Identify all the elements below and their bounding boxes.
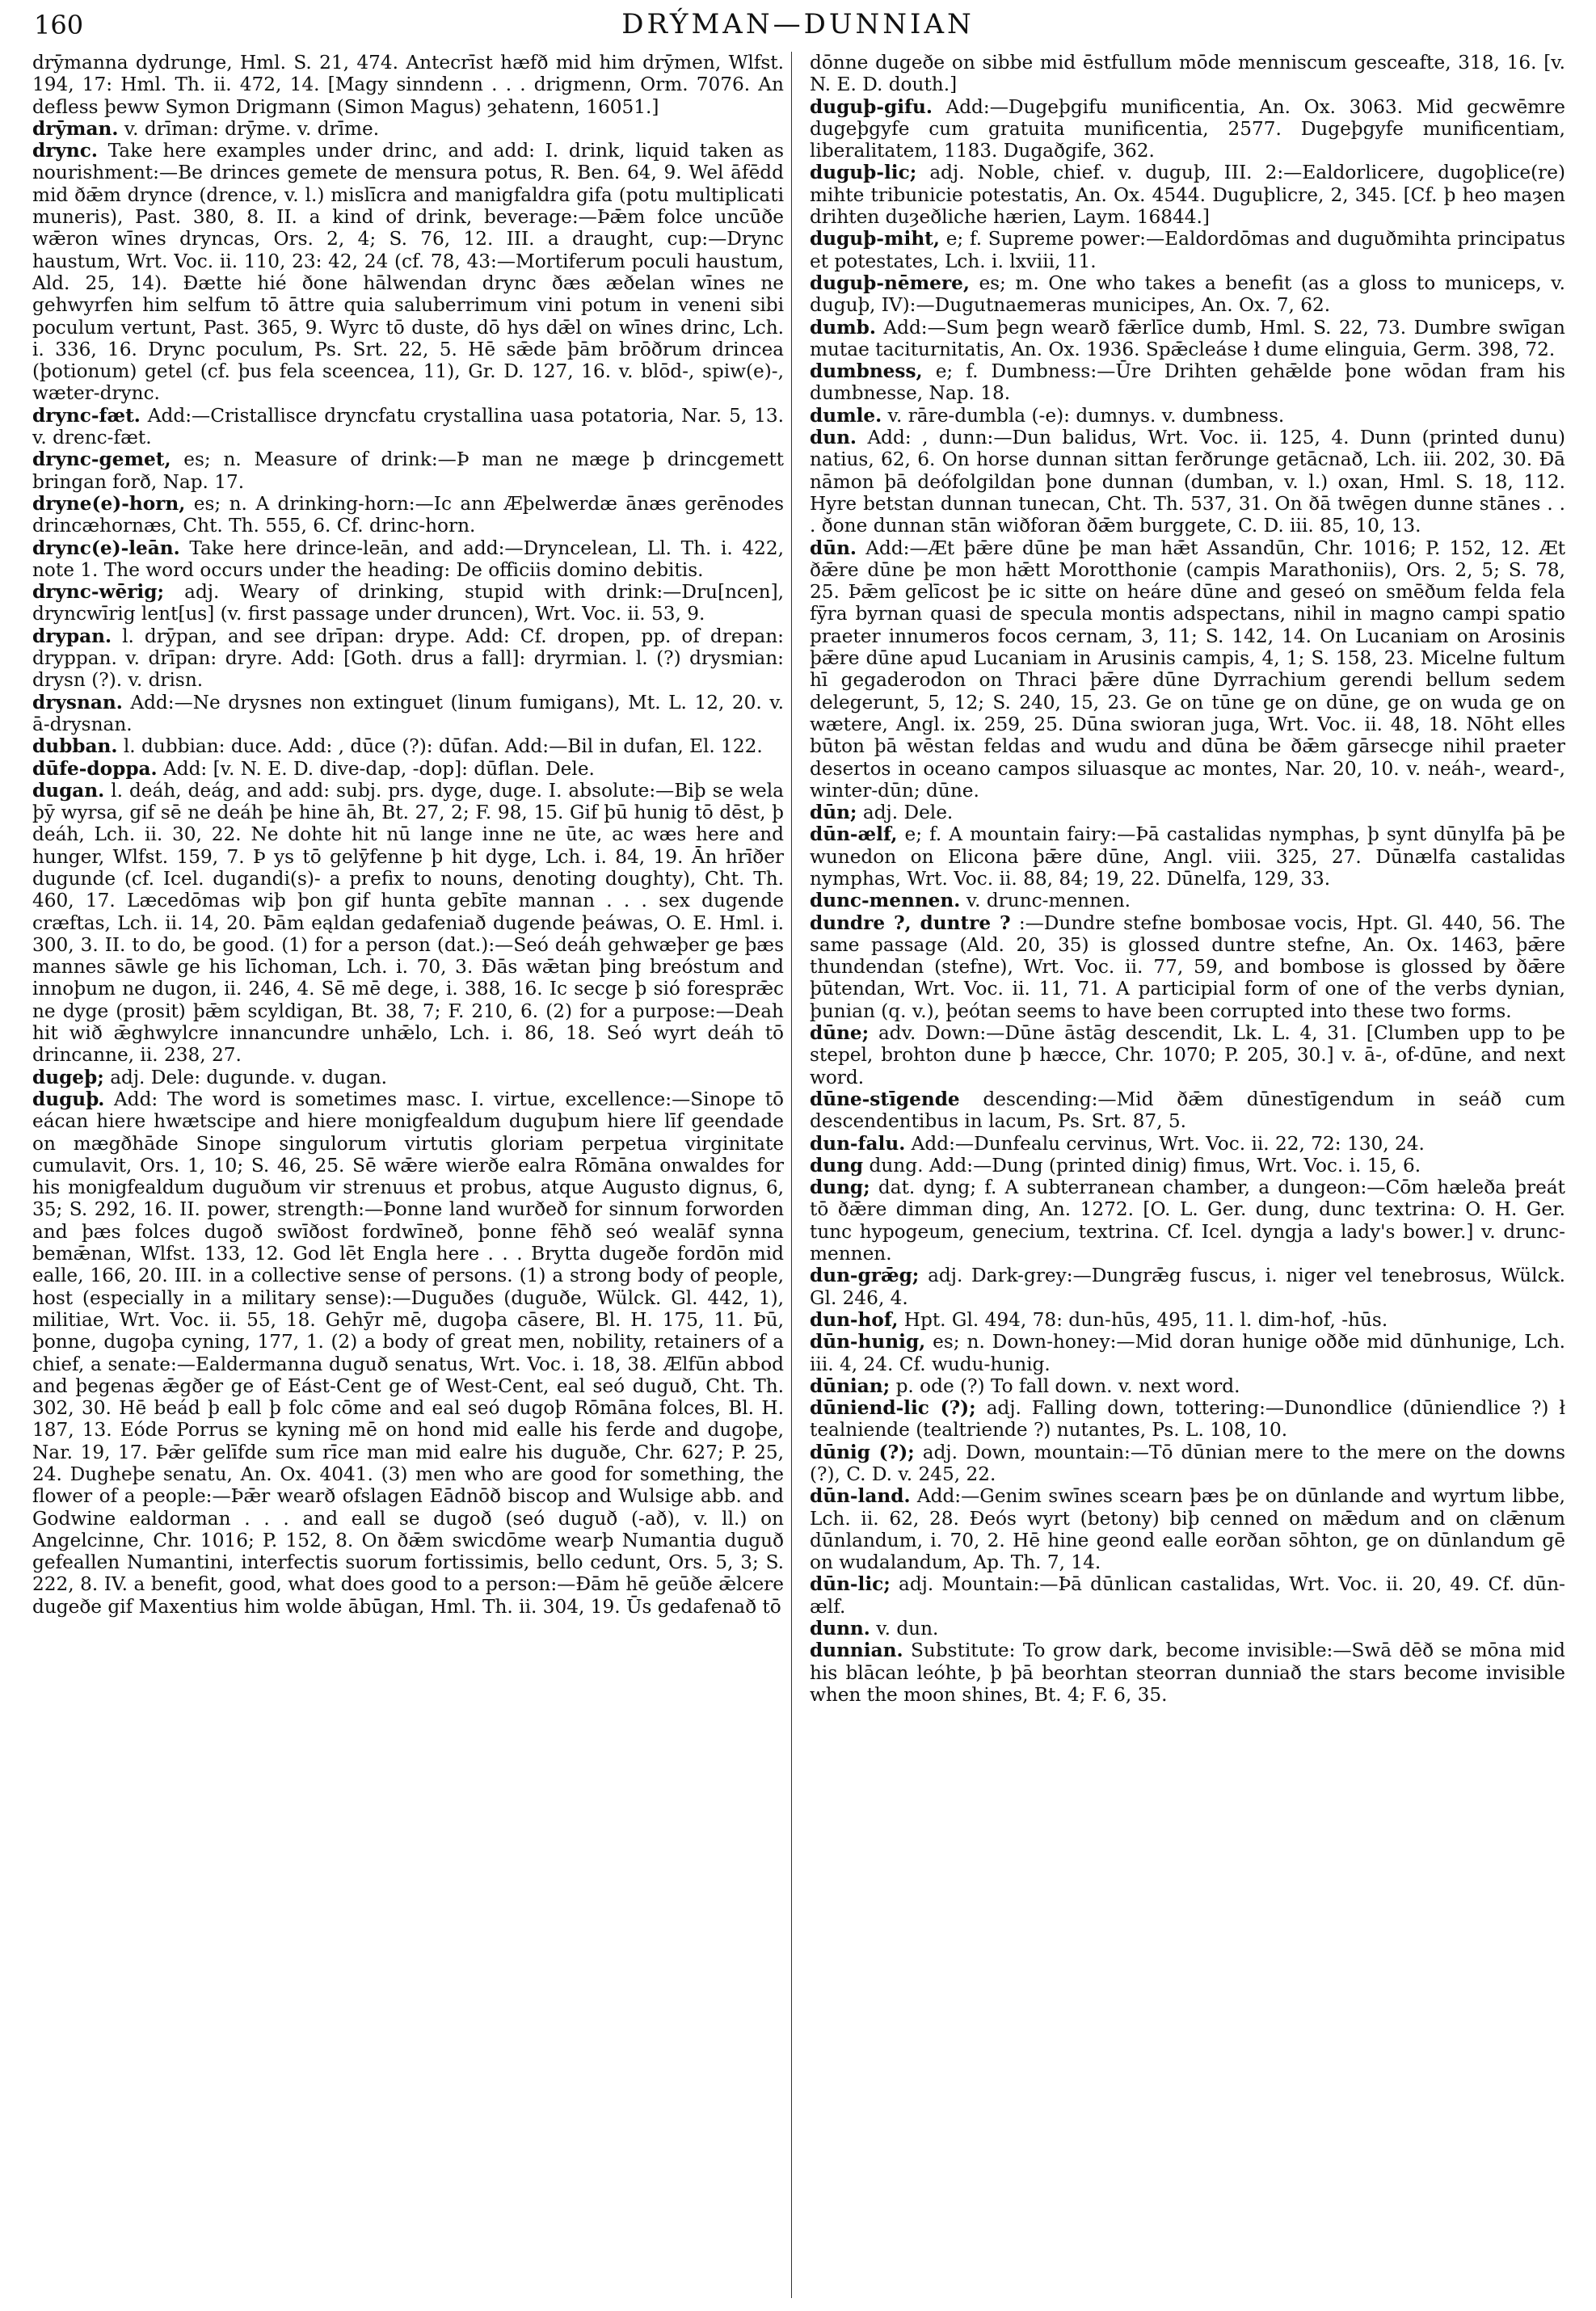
headword: dumb. [810,316,876,339]
headword: drync-wērig; [32,581,165,604]
dictionary-entry [810,1331,1565,1375]
entry-text: Hpt. Gl. 494, 78: dun-hūs, 495, 11. l. dim-hof, -hūs. [903,1308,1388,1331]
left-column [32,52,784,2306]
headword: drync(e)-leān. [32,537,180,559]
headword: dun-hof, [810,1308,899,1331]
dictionary-entry [810,52,1565,96]
entry-text: Add:—Ne drysnes non extinguet (linum fumigans), Mt. L. 12, 20. v. ā-drysnan. [32,691,784,735]
dictionary-entry [32,52,784,118]
headword: dūn-ælf, [810,823,898,846]
headword: dundre ?, duntre ? [810,911,1011,934]
dictionary-entry [32,780,784,1067]
entry-text: es; n. Down-honey:—Mid doran hunige oððe mid dūnhunige, Lch. iii. 4, 24. Cf. wudu-hunig. [810,1331,1565,1375]
entry-text: Take here examples under drinc, and add: I. drink, liquid taken as nourishment:—Be drinces gemete de mensura potus, R. Ben. 64, 9. Wel āfēdd mid ðǣm drynce (drence, v. l.) mislīcra and manigfaldra gifa (potu multiplicati muneris), Past. 380, 8. II. a kind of drink, beverage:—Þǣm folce uncūðe wǣron wīnes dryncas, Ors. 2, 4; S. 76, 12. III. a draught, cup:—Drync haustum, Wrt. Voc. ii. 110, 23: 42, 24 (cf. 78, 43:—Mortiferum poculi haustum, Ald. 25, 14). Ðætte hié ðone hālwendan drync ðæs æðelan wīnes ne gehwyrfen him selfum tō āttre quia saluberrimum vini potum in veneni sibi poculum vertunt, Past. 365, 9. Wyrc tō duste, dō hys dǣl on wīnes drinc, Lch. i. 336, 16. Drync poculum, Ps. Srt. 22, 5. Hē sǣde þām brōðrum drincea (þotionum) getel (cf. þus fela sceencea, 11), Gr. D. 127, 16. v. blōd-, spiw(e)-, wæter-drync. [32,140,784,405]
headword: drync-fæt. [32,404,141,427]
entry-text: :—Dundre stefne bombosae vocis, Hpt. Gl. 440, 56. The same passage (Ald. 20, 35) is glossed duntre stefne, An. Ox. 1463, þǣre thundendan (stefne), Wrt. Voc. ii. 77, 59, and bombose is glossed by ðǣre þūtendan, Wrt. Voc. ii. 11, 71. A participial form of one of the verbs dynian, þunian (q. v.), þeótan seems to have been corrupted into these two forms. [810,911,1565,1022]
dictionary-entry [810,317,1565,361]
entry-text: l. drȳpan, and see drīpan: drype. Add: Cf. dropen, pp. of drepan: dryppan. v. drīpan: dryre. Add: [Goth. drus a fall]: dryrmian. l. (?) drysmian: drysn (?). v. drisn. [32,625,784,692]
entry-text: dōnne dugeðe on sibbe mid ēstfullum mōde menniscum gesceafte, 318, 16. [v. N. E. D. douth.] [810,52,1565,96]
entry-text: Add: The word is sometimes masc. I. virtue, excellence:—Sinope tō eácan hiere hwætscipe and hiere monigfealdum duguþum hiere līf geendade on mægðhāde Sinope singulorum virtutis gloriam perpetua virginitate cumulavit, Ors. 1, 10; S. 46, 25. Sē wǣre wierðe ealra Rōmāna onwaldes for his monigfealdum duguðum vir strenuus et probus, atque Augusto dignus, 6, 35; S. 292, 16. II. power, strength:—Þonne land wurðeð for sinnum forworden and þæs folces dugoð swīðost fordwīneð, þonne fēhð seó wealāf synna bemǣnan, Wlfst. 133, 12. God lēt Engla here . . . Brytta dugeðe fordōn mid ealle, 166, 20. III. in a collective sense of persons. (1) a strong body of people, host (especially in a military sense):—Duguðes (duguðe, Wülck. Gl. 442, 1), militiae, Wrt. Voc. ii. 55, 18. Gehȳr mē, dugoþa cāsere, Bl. H. 175, 11. Þū, þonne, dugoþa cyning, 177, 1. (2) a body of great men, nobility, retainers of a chief, a senate:—Ealdermanna duguð senatus, Wrt. Voc. i. 18, 38. Ælfūn abbod and þegenas ǣgðer ge of Eást-Cent ge of West-Cent, eal seó duguð, Cht. Th. 302, 30. Hē beád þ eall þ folc cōme and eal seó dugoþ Rōmāna folces, Bl. H. 187, 13. Eóde Porrus se kyning mē on hond mid ealle his ferde and dugoþe, Nar. 19, 17. Þǣr gelīfde sum rīce man mid ealre his duguðe, Chr. 627; P. 25, 24. Dugheþe senatu, An. Ox. 4041. (3) men who are good for something, the flower of a people:—Þǣr wearð ofslagen Eādnōð biscop and Wulsige abb. and Godwine ealdorman . . . and eall se dugoð (seó duguð (-að), v. ll.) on Angelcinne, Chr. 1016; P. 152, 8. On ðǣm swicdōme wearþ Numantia duguð gefeallen Numantini, interfectis suorum fortissimis, bello cedunt, Ors. 5, 3; S. 222, 8. IV. a benefit, good, what does good to a person:—Ðām hē geūðe ǣlcere dugeðe gif Maxentius him wolde ābūgan, Hml. Th. ii. 304, 19. Ūs gedafenað tō [32,1088,784,1618]
dictionary-entry [810,1155,1565,1177]
dictionary-entry [810,228,1565,272]
dictionary-entry [32,1067,784,1088]
headword: dubban. [32,735,118,758]
headword: dūn-land. [810,1485,911,1508]
dictionary-entry [810,1640,1565,1706]
dictionary-entry [810,1375,1565,1397]
entry-text: es; n. A drinking-horn:—Ic ann Æþelwerdæ ānæs gerēnodes drincæhornæs, Cht. Th. 555, 6. Cf. drinc-horn. [32,492,784,537]
headword: dumle. [810,404,882,427]
entry-text: Substitute: To grow dark, become invisible:—Swā dēð se mōna mid his blācan leóhte, þ þā beorhtan steorran dunniað the stars become invisible when the moon shines, Bt. 4; F. 6, 35. [810,1640,1565,1706]
dictionary-entry [810,823,1565,890]
entry-text: adj. Dele. [862,802,954,824]
headword: dun-grǣg; [810,1265,920,1287]
dictionary-entry [810,802,1565,823]
dictionary-entry [32,405,784,449]
headword: duguþ-miht, [810,228,940,250]
entry-text: Add:—Dunfealu cervinus, Wrt. Voc. ii. 22, 72: 130, 24. [911,1132,1425,1155]
entry-text: Add:—Æt þǣre dūne þe man hǣt Assandūn, Chr. 1016; P. 152, 12. Æt ðǣre dūne þe mon hǣtt Morotthonie (campis Marathoniis), Ors. 2, 5; S. 78, 25. Þǣm gelīcost þe ic sitte on heáre dūne and geseó on smēðum felda fela fȳra byrnan quasi de specula montis adspectans, nihil in magno campi spatio praeter innumeros focos cernam, 3, 11; S. 142, 14. On Lucaniam on Arosinis þǣre dūne apud Lucaniam in Arusinis campis, 4, 1; S. 158, 23. Micelne fultum hī gegaderodon on Thraci þǣre dūne Dyrrachium gerendi bellum sedem delegerunt, 5, 12; S. 240, 15, 23. Ge on tūne ge on dūne, ge on wuda ge on wætere, Angl. ix. 259, 25. Dūna swioran juga, Wrt. Voc. ii. 48, 18. Nōht elles būton þā wēstan feldas and wudu and dūna be ðǣm gārsecge nihil praeter desertos in oceano campos siluasque ac montes, Nar. 20, 10. v. neáh-, weard-, winter-dūn; dūne. [810,537,1565,802]
dictionary-entry [810,427,1565,537]
dictionary-entry [32,118,784,140]
dictionary-entry [810,1485,1565,1573]
dictionary-entry [32,493,784,537]
dictionary-entry [810,912,1565,1022]
headword: dūniend-lic (?); [810,1397,976,1420]
dictionary-entry [810,1265,1565,1309]
headword: dūn; [810,802,857,824]
dictionary-entry [810,1397,1565,1442]
entry-text: e; f. Supreme power:—Ealdordōmas and duguðmihta principatus et potestates, Lch. i. lxviii, 11. [810,228,1565,272]
headword: dūne-stīgende [810,1088,960,1110]
headword: drysnan. [32,691,123,714]
page-number: 160 [34,10,84,40]
entry-text: v. dun. [876,1618,939,1640]
headword: dung [810,1154,864,1177]
entry-text: l. dubbian: duce. Add: , dūce (?): dūfan. Add:—Bil in dufan, El. 122. [123,735,763,758]
entry-text: Add: [v. N. E. D. dive-dap, -dop]: dūflan. Dele. [163,757,595,780]
headword: duguþ. [32,1088,105,1110]
entry-text: e; f. A mountain fairy:—Þā castalidas nymphas, þ synt dūnylfa þā þe wunedon on Eliconа þǣre dūne, Angl. viii. 325, 27. Dūnælfa castalidas nymphas, Wrt. Voc. ii. 88, 84; 19, 22. Dūnelfa, 129, 33. [810,823,1565,890]
dictionary-entry [810,1309,1565,1331]
entry-text: v. drīman: drȳme. v. drīme. [124,117,380,140]
headword: dūne; [810,1022,870,1045]
dictionary-entry [810,162,1565,228]
entry-text: Take here drince-leān, and add:—Dryncelean, Ll. Th. i. 422, note 1. The word occurs under the heading: De officiis domino debitis. [32,537,784,581]
headword: dunnian. [810,1640,903,1662]
dictionary-entry [32,758,784,780]
dictionary-entry [32,735,784,757]
entry-text: adj. Dark-grey:—Dungrǣg fuscus, i. niger vel tenebrosus, Wülck. Gl. 246, 4. [810,1265,1565,1309]
headword: drȳman. [32,117,119,140]
entry-text: Add:—Sum þegn wearð fǣrlīce dumb, Hml. S. 22, 73. Dumbre swīgan mutae taciturnitatis, An. Ox. 1936. Spǣcleáse ł dume elinguia, Germ. 398, 72. [810,316,1565,360]
headword: dung; [810,1177,870,1199]
headword: duguþ-nēmere, [810,272,970,294]
entry-text: descending:—Mid ðǣm dūnestīgendum in seáð cum descendentibus in lacum, Ps. Srt. 87, 5. [810,1088,1565,1133]
entry-text: adj. Mountain:—Þā dūnlican castalidas, Wrt. Voc. ii. 20, 49. Cf. dūn-ælf. [810,1573,1565,1618]
entry-text: v. drunc-mennen. [966,890,1131,912]
headword: dryne(e)-horn, [32,492,186,515]
dictionary-entry [32,692,784,736]
headword: dunn. [810,1618,870,1640]
dictionary-entry [32,448,784,493]
headword: dūnig (?); [810,1441,915,1463]
dictionary-entry [810,1088,1565,1133]
dictionary-entry [32,581,784,625]
headword: dun-falu. [810,1132,906,1155]
dictionary-entry [810,272,1565,317]
headword: dūfe-doppa. [32,757,158,780]
headword: drync-gemet, [32,448,171,471]
headword: duguþ-gifu. [810,95,933,118]
entry-text: adj. Weary of drinking, stupid with drink:—Dru[ncen], dryncwīrig lent[us] (v. first passage under druncen), Wrt. Voc. ii. 53, 9. [32,581,784,625]
dictionary-entry [810,360,1565,405]
dictionary-entry [810,1442,1565,1486]
running-title: DRÝMAN—DUNNIAN [621,8,975,40]
column-rule [791,52,792,2298]
headword: drypan. [32,625,112,647]
dictionary-entry [32,625,784,692]
headword: dūn-hunig, [810,1331,926,1353]
dictionary-entry [810,1022,1565,1088]
entry-text: drȳmanna dydrunge, Hml. S. 21, 474. Antecrīst hæfð mid him drȳmen, Wlfst. 194, 17: Hml. Th. ii. 472, 14. [Magy sinndenn . . . drigmenn, Orm. 7076. An defless þeww Symon Drigmann (Simon Magus) ȝehatenn, 16051.] [32,52,784,118]
entry-text: e; f. Dumbness:—Ūre Drihten gehǣlde þone wōdan fram his dumbnesse, Nap. 18. [810,360,1565,405]
headword: dūn. [810,537,857,559]
entry-text: Add: , dunn:—Dun balidus, Wrt. Voc. ii. 125, 4. Dunn (printed dunu) natius, 62, 6. On horse dunnan sittan ferðrunge getācnað, Lch. iii. 202, 30. Ðā nāmon þā deófolgildan þone dunnan (dumban, v. l.) oxan, Hml. S. 18, 112. Hyre betstan dunnan tunecan, Cht. Th. 537, 31. On ðā twēgen dunne stānes . . . ðone dunnan stān wiðforan ðǣm burggete, C. D. iii. 85, 10, 13. [810,427,1565,537]
entry-text: dung. Add:—Dung (printed dinig) fimus, Wrt. Voc. i. 15, 6. [869,1154,1421,1177]
entry-text: p. ode (?) To fall down. v. next word. [895,1374,1240,1397]
headword: dugeþ; [32,1066,104,1088]
entry-text: adj. Noble, chief. v. duguþ, III. 2:—Ealdorlicere, dugoþlice(re) mihte tribunicie potestatis, An. Ox. 4544. Duguþlicre, 2, 345. [Cf. þ heo maȝen drihten duȝeðliche hærien, Laym. 16844.] [810,162,1565,229]
dictionary-entry [810,1618,1565,1640]
headword: dumbness, [810,360,923,383]
right-column [810,52,1565,2306]
headword: duguþ-lic; [810,162,917,184]
dictionary-entry [810,890,1565,911]
dictionary-entry [810,1177,1565,1265]
headword: dunc-mennen. [810,890,961,912]
entry-text: Add:—Dugeþgifu munificentia, An. Ox. 3063. Mid gecwēmre dugeþgyfe cum gratuita munificentia, 2577. Dugeþgyfe munificentiam, liberalitatem, 1183. Dugaðgife, 362. [810,95,1565,162]
dictionary-entry [32,537,784,582]
entry-text: adj. Falling down, tottering:—Dunondlice (dūniendlice ?) ł tealniende (tealtriende ?) nutantes, Ps. L. 108, 10. [810,1397,1565,1442]
dictionary-entry [810,96,1565,162]
dictionary-entry [810,1573,1565,1618]
entry-text: adv. Down:—Dūne āstāg descendit, Lk. L. 4, 31. [Clumben upp to þe stepel, brohton dune þ hæcce, Chr. 1070; P. 205, 30.] v. ā-, of-dūne, and next word. [810,1022,1565,1088]
dictionary-entry [810,1133,1565,1155]
page-header [0,6,1596,39]
entry-text: l. deáh, deág, and add: subj. prs. dyge, duge. I. absolute:—Biþ se wela þȳ wyrsa, gif sē ne deáh þe hine āh, Bt. 27, 2; F. 98, 15. Gif þū hunig tō dēst, þ deáh, Lch. ii. 30, 22. Ne dohte hit nū lange inne ne ūte, ac wæs here and hunger, Wlfst. 159, 7. Þ ys tō gelȳfenne þ hit dyge, Lch. i. 84, 19. Ān hrīðer dugunde (cf. Icel. dugandi(s)- a prefix to nouns, denoting doughty), Cht. Th. 460, 17. Læcedōmas wiþ þon gif hunta gebīte mannan . . . sex dugende cræftas, Lch. ii. 14, 20. Þām eąldan gedafeniað dugende þeáwas, O. E. Hml. i. 300, 3. II. to do, be good. (1) for a person (dat.):—Seó deáh gehwæþer ge þæs mannes sāwle ge his līchoman, Lch. i. 70, 3. Ðās wǣtan þing breóstum and innoþum ne dugon, ii. 246, 4. Sē mē dege, i. 388, 16. Ic secge þ sió foresprǣc ne dyge (prosit) þǣm scyldigan, Bt. 38, 7; F. 210, 6. (2) for a purpose:—Deah hit wið ǣghwylcre innancundre unhǣlo, Lch. i. 86, 18. Seó wyrt deáh tō drincanne, ii. 238, 27. [32,779,784,1067]
headword: drync. [32,140,98,162]
headword: dūn-lic; [810,1573,891,1596]
entry-text: Add:—Cristallisce dryncfatu crystallina uasa potatoria, Nar. 5, 13. v. drenc-fæt. [32,404,784,449]
headword: dun. [810,427,857,449]
entry-text: adj. Down, mountain:—Tō dūnian mere to the mere on the downs (?), C. D. v. 245, 22. [810,1441,1565,1485]
entry-text: v. rāre-dumbla (-e): dumnys. v. dumbness. [887,404,1285,427]
dictionary-entry [810,405,1565,427]
entry-text: Add:—Genim swīnes scearn þæs þe on dūnlande and wyrtum libbe, Lch. ii. 62, 28. Ðeós wyrt (betony) biþ cenned on mǣdum and on clǣnum dūnlandum, i. 70, 2. Hē hine geond ealle eorðan sōhton, ge on dūnlandum gē on wudalandum, Ap. Th. 7, 14. [810,1485,1565,1574]
headword: dūnian; [810,1374,891,1397]
dictionary-entry [32,1088,784,1618]
entry-text: dat. dyng; f. A subterranean chamber, a dungeon:—Cōm hæleða þreát tō ðǣre dimman ding, An. 1272. [O. L. Ger. dung, dunc textrina: O. H. Ger. tunc hypogeum, genecium, textrina. Cf. Icel. dyngja a lady's bower.] v. drunc-mennen. [810,1177,1565,1265]
entry-text: adj. Dele: dugunde. v. dugan. [110,1066,388,1088]
dictionary-entry [810,537,1565,802]
entry-text: es; m. One who takes a benefit (as a gloss to municeps, v. duguþ, IV):—Dugutnaemeras municipes, An. Ox. 7, 62. [810,272,1565,317]
entry-text: es; n. Measure of drink:—Þ man ne mæge þ drincgemett bringan forð, Nap. 17. [32,448,784,493]
dictionary-entry [32,140,784,405]
headword: dugan. [32,779,105,802]
